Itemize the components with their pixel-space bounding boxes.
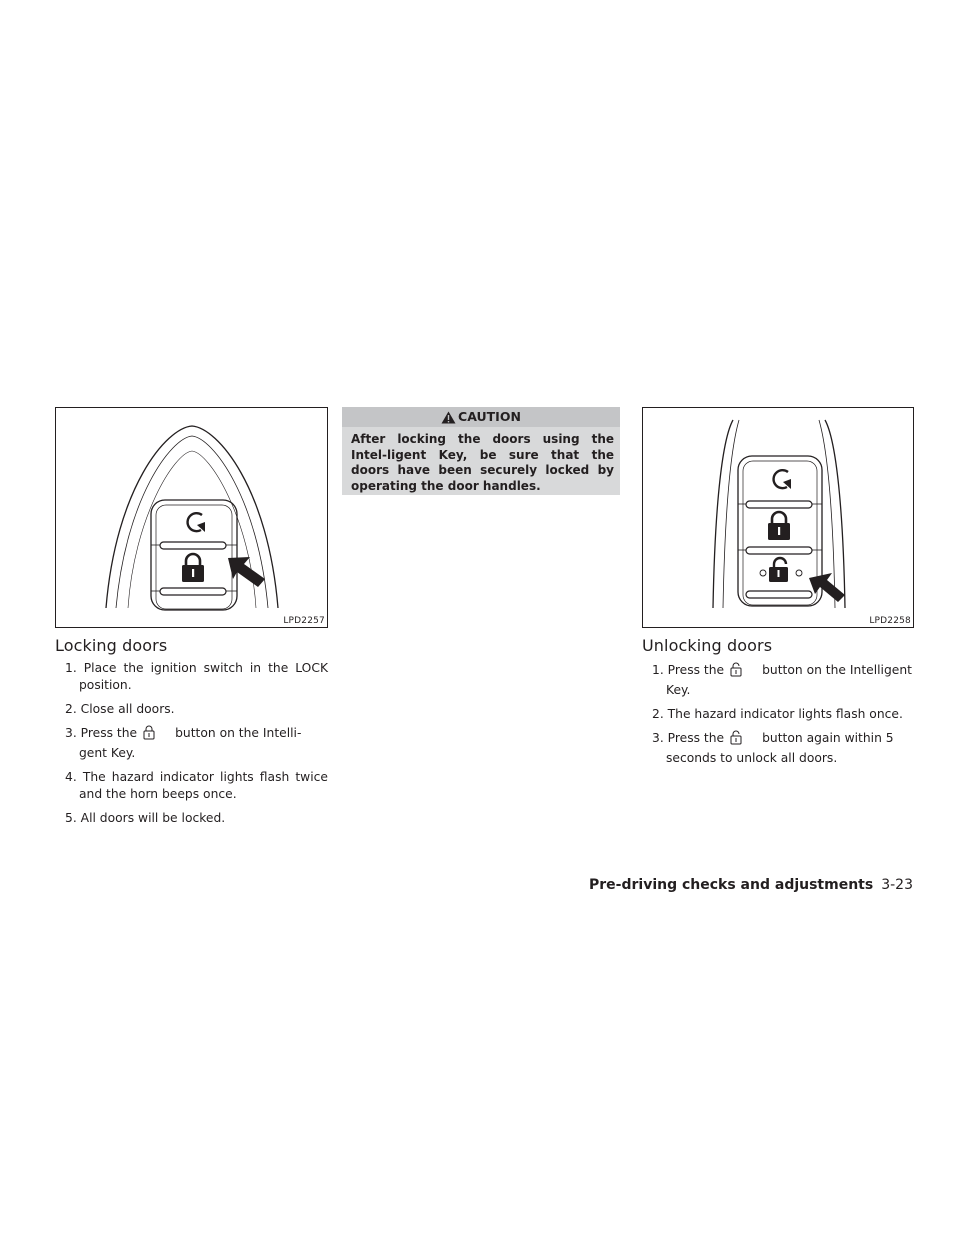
step-number: 1. [65,661,77,675]
key-fob-unlock-illustration [643,408,915,629]
lock-icon [137,725,175,745]
locking-steps-list [55,660,328,834]
list-item [55,725,328,762]
step-text: Place the ignition switch in the LOCK position. [79,661,329,692]
unlock-icon [724,730,762,750]
step-text: Close all doors. [80,702,175,716]
footer-section-title: Pre-driving checks and adjustments [589,877,874,893]
step-text: All doors will be locked. [80,811,226,825]
step-number: 5. [65,811,77,825]
caution-box [342,407,620,495]
step-number: 2. [652,707,664,721]
list-item [55,701,328,718]
list-item [642,662,914,699]
list-item [55,769,328,803]
caution-heading [342,407,620,427]
step-number: 2. [65,702,77,716]
step-number: 3. [65,726,77,740]
caution-label: CAUTION [458,409,521,424]
step-text-after: button on the Intelli-gent Key. [79,726,302,760]
step-text-before: Press the [667,731,725,745]
step-text-before: Press the [667,663,725,677]
figure-unlocking-doors [642,407,914,628]
step-text: The hazard indicator lights flash twice and the horn beeps once. [79,770,328,801]
list-item [642,730,914,767]
figure-code: LPD2258 [869,616,911,626]
step-text-after: button again within 5 seconds to unlock all doors. [666,731,894,765]
warning-triangle-icon [441,411,456,424]
unlocking-doors-heading: Unlocking doors [642,636,773,655]
unlock-icon [724,662,762,682]
key-fob-lock-illustration [56,408,329,629]
figure-locking-doors [55,407,328,628]
list-item [55,810,328,827]
list-item [55,660,328,694]
unlocking-steps-list [642,662,914,774]
step-text-before: Press the [80,726,138,740]
step-number: 1. [652,663,664,677]
list-item [642,706,914,723]
caution-text: After locking the doors using the Intel-ligent Key, be sure that the doors have been securely locked by operating the door handles. [351,432,614,493]
step-text-after: button on the Intelligent Key. [666,663,912,697]
figure-code: LPD2257 [283,616,325,626]
locking-doors-heading: Locking doors [55,636,168,655]
page-number: 3-23 [881,877,913,893]
step-number: 4. [65,770,77,784]
page-footer [589,877,913,893]
step-number: 3. [652,731,664,745]
step-text: The hazard indicator lights flash once. [667,707,903,721]
